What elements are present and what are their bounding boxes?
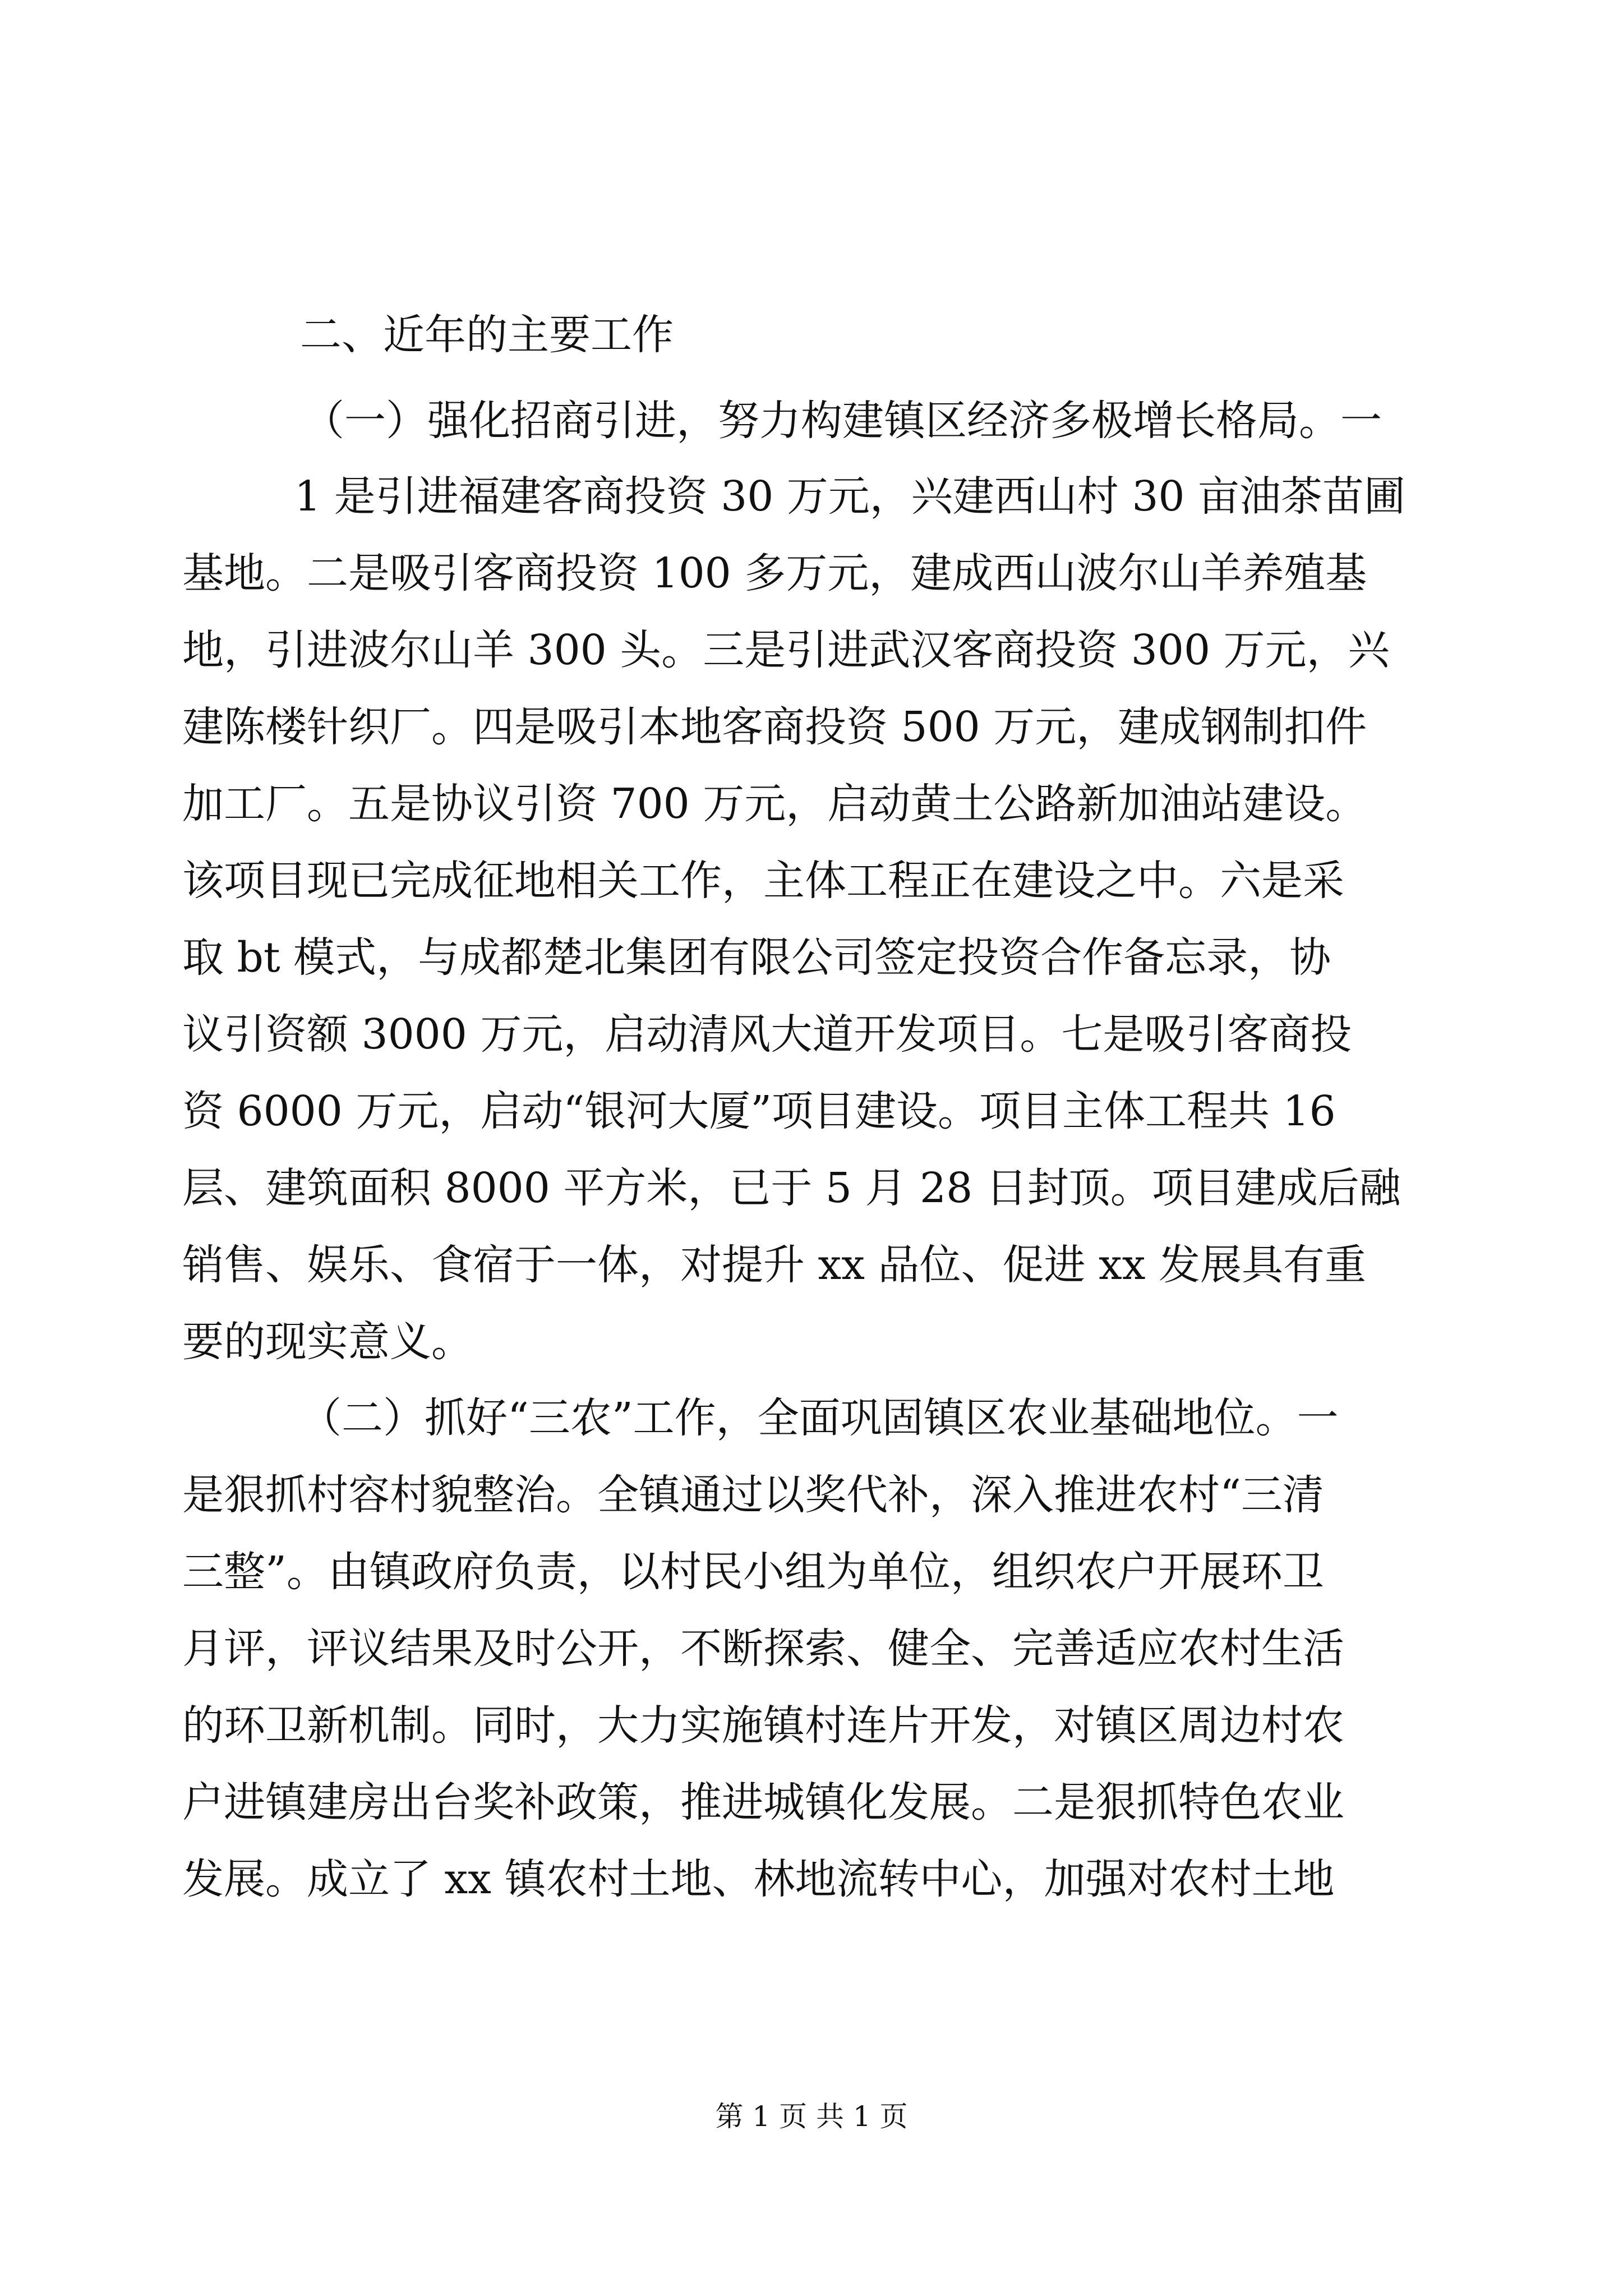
paragraph-1-line-9: 议引资额 3000 万元，启动清风大道开发项目。七是吸引客商投 <box>182 1010 1352 1059</box>
paragraph-1-line-11: 层、建筑面积 8000 平方米，已于 5 月 28 日封顶。项目建成后融 <box>182 1164 1401 1212</box>
paragraph-1-line-3: 基地。二是吸引客商投资 100 多万元，建成西山波尔山羊养殖基 <box>182 549 1367 597</box>
paragraph-1-line-4: 地，引进波尔山羊 300 头。三是引进武汉客商投资 300 万元，兴 <box>182 626 1390 674</box>
paragraph-2-line-2: 是狠抓村容村貌整治。全镇通过以奖代补，深入推进农村“三清 <box>182 1471 1324 1519</box>
page-footer: 第 1 页 共 1 页 <box>715 2100 908 2133</box>
paragraph-1-line-2: 1 是引进福建客商投资 30 万元，兴建西山村 30 亩油茶苗圃 <box>294 472 1406 521</box>
paragraph-1-line-1: （一）强化招商引进，努力构建镇区经济多极增长格局。一 <box>303 397 1382 445</box>
paragraph-2-line-4: 月评，评议结果及时公开，不断探索、健全、完善适应农村生活 <box>182 1625 1344 1673</box>
section-heading: 二、近年的主要工作 <box>300 311 674 359</box>
paragraph-1-line-13: 要的现实意义。 <box>182 1318 473 1366</box>
paragraph-1-line-12: 销售、娱乐、食宿于一体，对提升 xx 品位、促进 xx 发展具有重 <box>182 1241 1367 1289</box>
paragraph-1-line-7: 该项目现已完成征地相关工作，主体工程正在建设之中。六是采 <box>182 857 1344 905</box>
paragraph-2-line-3: 三整”。由镇政府负责，以村民小组为单位，组织农户开展环卫 <box>182 1548 1324 1596</box>
paragraph-2-line-6: 户进镇建房出台奖补政策，推进城镇化发展。二是狠抓特色农业 <box>182 1778 1344 1826</box>
paragraph-2-line-5: 的环卫新机制。同时，大力实施镇村连片开发，对镇区周边村农 <box>182 1701 1344 1750</box>
paragraph-1-line-10: 资 6000 万元，启动“银河大厦”项目建设。项目主体工程共 16 <box>182 1087 1336 1135</box>
paragraph-1-line-6: 加工厂。五是协议引资 700 万元，启动黄土公路新加油站建设。 <box>182 780 1367 828</box>
paragraph-2-line-1: （二）抓好“三农”工作，全面巩固镇区农业基础地位。一 <box>300 1394 1339 1442</box>
paragraph-2-line-7: 发展。成立了 xx 镇农村土地、林地流转中心，加强对农村土地 <box>182 1855 1335 1903</box>
paragraph-1-line-5: 建陈楼针织厂。四是吸引本地客商投资 500 万元，建成钢制扣件 <box>182 703 1367 751</box>
paragraph-1-line-8: 取 bt 模式，与成都楚北集团有限公司签定投资合作备忘录，协 <box>182 933 1331 982</box>
